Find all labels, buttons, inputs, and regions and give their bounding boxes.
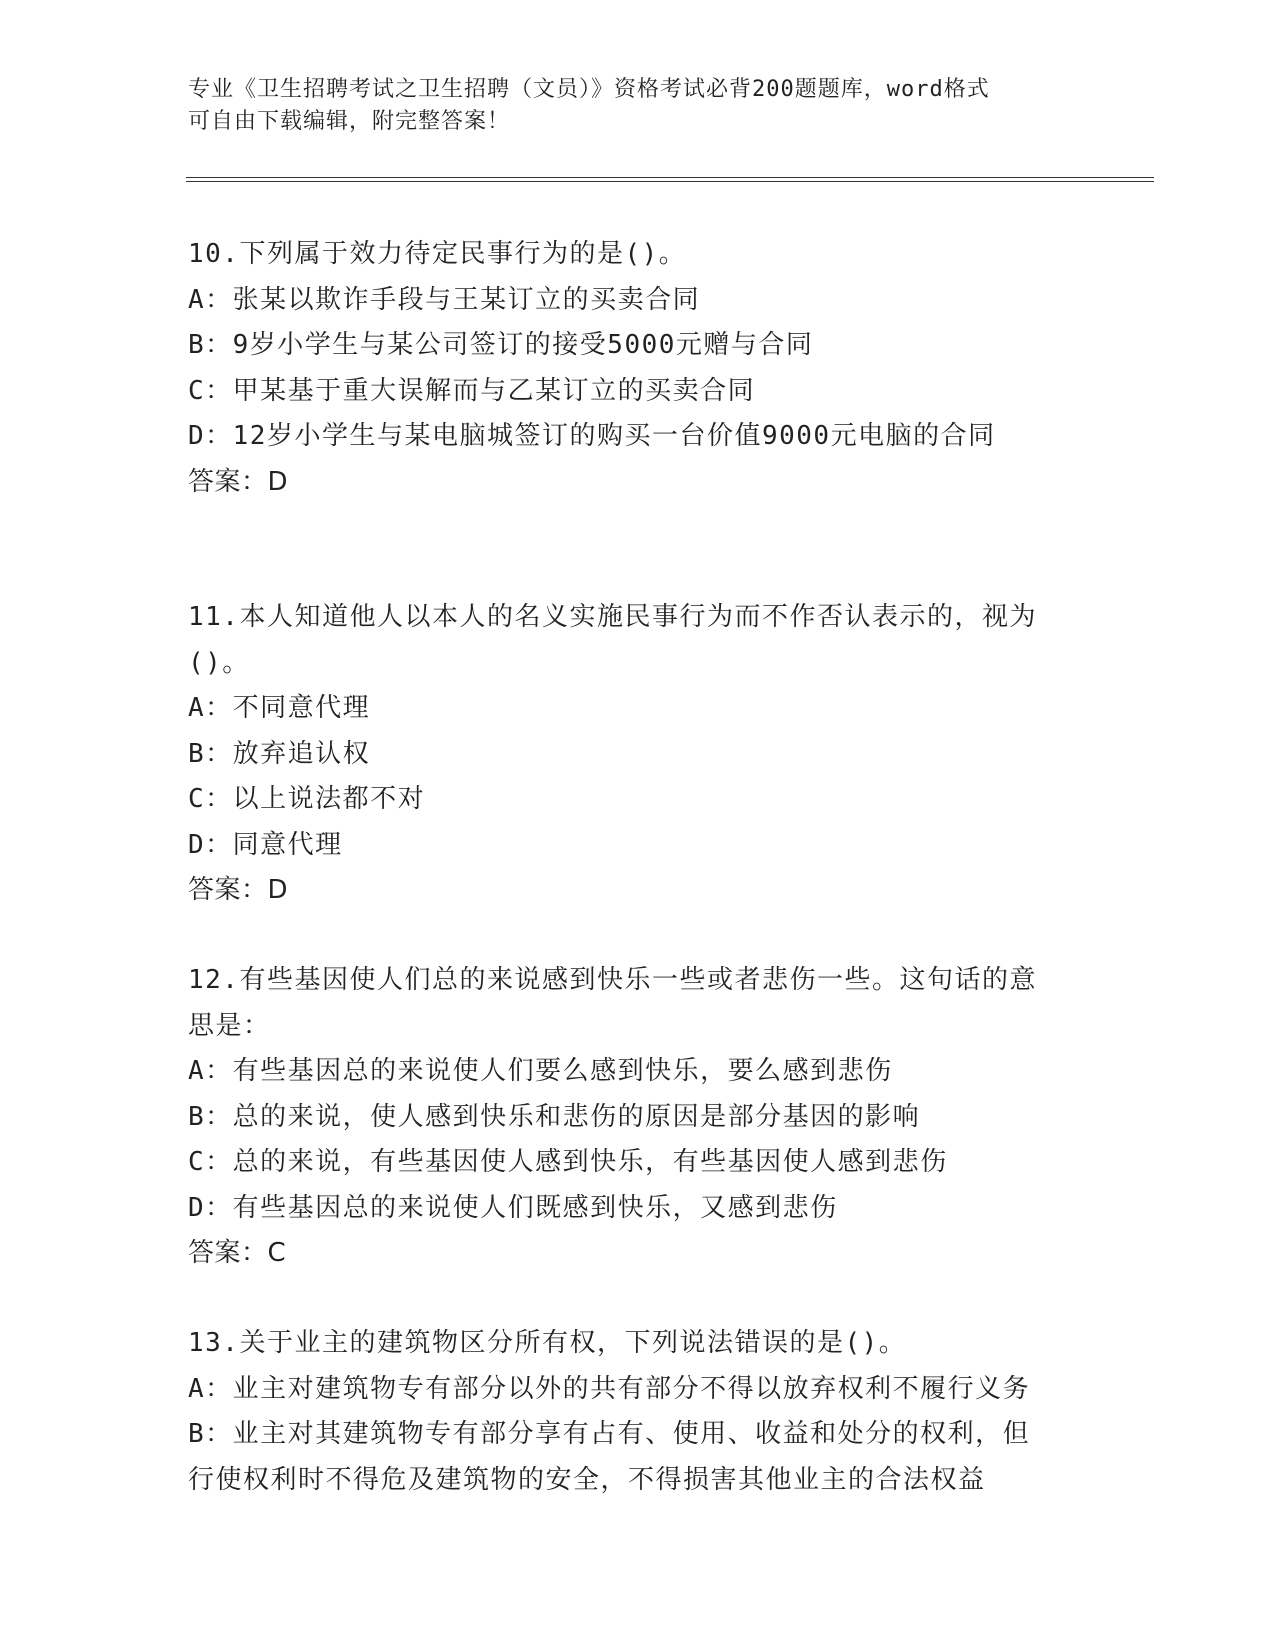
question-stem-continued: 思是： [188,1010,271,1041]
question-12 [188,958,1088,1277]
option-a: A：业主对建筑物专有部分以外的共有部分不得以放弃权利不履行义务 [188,1373,1031,1404]
question-stem: 10.下列属于效力待定民事行为的是()。 [188,239,687,269]
option-b: B：放弃追认权 [188,738,371,769]
question-stem: 13.关于业主的建筑物区分所有权，下列说法错误的是()。 [188,1328,907,1358]
question-13 [188,1321,1088,1503]
question-stem-continued: ()。 [188,647,250,678]
question-stem: 12.有些基因使人们总的来说感到快乐一些或者悲伤一些。这句话的意 [188,965,1037,995]
option-a: A：张某以欺诈手段与王某订立的买卖合同 [188,284,701,315]
option-c: C：总的来说，有些基因使人感到快乐，有些基因使人感到悲伤 [188,1147,948,1177]
document-header [188,74,1088,138]
option-a: A：不同意代理 [188,693,371,723]
option-b-continued: 行使权利时不得危及建筑物的安全，不得损害其他业主的合法权益 [188,1464,986,1495]
option-d: D：同意代理 [188,829,343,860]
question-stem: 11.本人知道他人以本人的名义实施民事行为而不作否认表示的，视为 [188,602,1037,632]
answer-line: 答案：C [188,1238,287,1268]
question-11 [188,595,1088,914]
answer-line: 答案：D [188,466,289,497]
header-title-line-2: 可自由下载编辑，附完整答案！ [188,109,511,134]
option-b: B：总的来说，使人感到快乐和悲伤的原因是部分基因的影响 [188,1101,921,1132]
header-title-line-1: 专业《卫生招聘考试之卫生招聘（文员）》资格考试必背200题题库，word格式 [188,77,990,102]
header-divider-top [186,177,1154,178]
option-d: D：12岁小学生与某电脑城签订的购买一台价值9000元电脑的合同 [188,421,996,451]
option-c: C：以上说法都不对 [188,784,426,814]
answer-line: 答案：D [188,875,289,905]
option-a: A：有些基因总的来说使人们要么感到快乐，要么感到悲伤 [188,1056,893,1086]
option-b: B：9岁小学生与某公司签订的接受5000元赠与合同 [188,330,814,360]
header-divider-bottom [186,181,1154,182]
option-b: B：业主对其建筑物专有部分享有占有、使用、收益和处分的权利，但 [188,1419,1031,1449]
option-d: D：有些基因总的来说使人们既感到快乐，又感到悲伤 [188,1192,838,1223]
question-10 [188,232,1088,505]
option-c: C：甲某基于重大误解而与乙某订立的买卖合同 [188,375,756,406]
